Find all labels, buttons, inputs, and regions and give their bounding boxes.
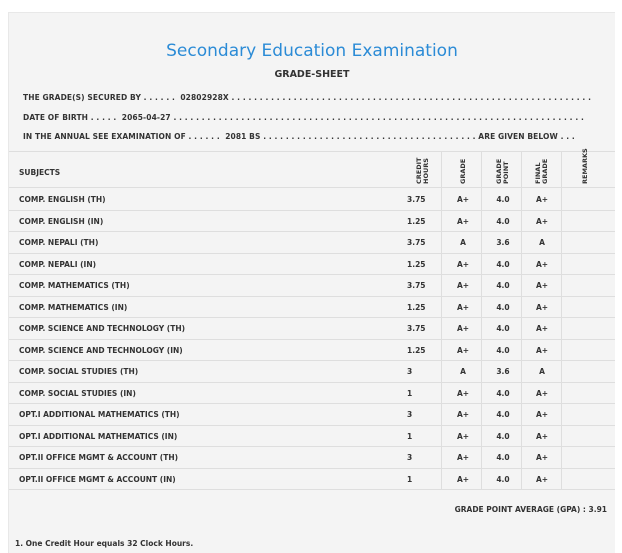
column-rule — [521, 151, 522, 489]
header-subjects: SUBJECTS — [19, 168, 61, 177]
table-top-rule — [9, 151, 615, 152]
header-final-grade: FINAL GRADE — [534, 158, 549, 184]
grade-cell: A+ — [456, 474, 470, 484]
row-rule — [9, 296, 615, 297]
final-grade-cell: A+ — [535, 216, 549, 226]
secured-by-text: THE GRADE(S) SECURED BY . . . . . . 02802928X . . . . . . . . . . . . . . . . . . . . . . . . . . . . . . . . . . . . . . . . . . . . . . . . . . . . . . . . . . . . . . . . — [23, 93, 592, 102]
table-row — [9, 189, 615, 210]
grade-cell: A+ — [456, 453, 470, 462]
exam-line — [23, 132, 575, 141]
header-credit-hours: CREDIT HOURS — [415, 157, 430, 184]
final-grade-cell: A — [539, 238, 545, 247]
grade-point-cell: 4.0 — [496, 195, 510, 204]
subject-cell: COMP. SCIENCE AND TECHNOLOGY (TH) — [19, 324, 186, 333]
page-title: Secondary Education Examination — [166, 41, 458, 61]
header-grade: GRADE — [459, 158, 467, 184]
final-grade-cell: A+ — [535, 388, 549, 398]
grade-cell: A+ — [456, 216, 470, 226]
row-rule — [9, 339, 615, 340]
header-remarks: REMARKS — [581, 148, 589, 184]
header-bottom-rule — [9, 187, 615, 188]
column-rule — [561, 151, 562, 489]
subject-cell: OPT.II OFFICE MGMT & ACCOUNT (IN) — [19, 474, 176, 484]
grade-point-cell: 4.0 — [496, 431, 510, 441]
grade-point-cell: 4.0 — [496, 345, 510, 355]
subject-cell: OPT.II OFFICE MGMT & ACCOUNT (TH) — [19, 453, 179, 462]
grade-cell: A — [460, 238, 466, 247]
credit-cell: 1 — [407, 474, 413, 484]
grade-point-cell: 4.0 — [496, 388, 510, 398]
credit-cell: 3.75 — [407, 324, 426, 333]
subject-cell: COMP. SOCIAL STUDIES (TH) — [19, 367, 139, 376]
footnote: 1. One Credit Hour equals 32 Clock Hours. — [15, 539, 194, 548]
table-row — [9, 232, 615, 253]
row-rule — [9, 253, 615, 254]
subject-cell: COMP. SOCIAL STUDIES (IN) — [19, 388, 136, 398]
row-rule — [9, 317, 615, 318]
table-row — [9, 404, 615, 425]
grade-point-cell: 4.0 — [496, 410, 510, 419]
final-grade-cell: A+ — [535, 431, 549, 441]
row-rule — [9, 360, 615, 361]
final-grade-cell: A+ — [535, 281, 549, 290]
subject-cell: COMP. ENGLISH (IN) — [19, 216, 104, 226]
table-row — [9, 340, 615, 361]
table-row — [9, 275, 615, 296]
subject-cell: OPT.I ADDITIONAL MATHEMATICS (TH) — [19, 410, 180, 419]
credit-cell: 3 — [407, 367, 413, 376]
dob-line — [23, 113, 584, 122]
final-grade-cell: A+ — [535, 302, 549, 312]
grade-point-cell: 4.0 — [496, 281, 510, 290]
credit-cell: 3 — [407, 410, 413, 419]
credit-cell: 1.25 — [407, 259, 426, 269]
credit-cell: 1.25 — [407, 302, 426, 312]
grade-point-cell: 4.0 — [496, 259, 510, 269]
final-grade-cell: A+ — [535, 324, 549, 333]
dob-text: DATE OF BIRTH . . . . . 2065-04-27 . . . . . . . . . . . . . . . . . . . . . . . . . . . . . . . . . . . . . . . . . . . . . . . . . . . . . . . . . . . . . . . . . . . . . . . . . — [23, 113, 584, 122]
grade-cell: A+ — [456, 281, 470, 290]
row-rule — [9, 489, 615, 490]
grade-point-cell: 4.0 — [496, 474, 510, 484]
grade-cell: A+ — [456, 195, 470, 204]
row-rule — [9, 446, 615, 447]
credit-cell: 3 — [407, 453, 413, 462]
table-row — [9, 361, 615, 382]
final-grade-cell: A — [539, 367, 545, 376]
row-rule — [9, 382, 615, 383]
sheet-subtitle: GRADE-SHEET — [274, 69, 350, 80]
subject-cell: COMP. ENGLISH (TH) — [19, 195, 106, 204]
credit-cell: 1 — [407, 431, 413, 441]
table-row — [9, 447, 615, 468]
table-row — [9, 469, 615, 490]
table-row — [9, 211, 615, 232]
gpa-summary: GRADE POINT AVERAGE (GPA) : 3.91 — [454, 505, 607, 514]
grade-point-cell: 4.0 — [496, 302, 510, 312]
final-grade-cell: A+ — [535, 345, 549, 355]
grade-sheet — [8, 12, 615, 553]
subject-cell: COMP. NEPALI (TH) — [19, 238, 99, 247]
credit-cell: 1.25 — [407, 216, 426, 226]
column-rule — [441, 151, 442, 489]
grade-cell: A+ — [456, 302, 470, 312]
grade-cell: A+ — [456, 345, 470, 355]
final-grade-cell: A+ — [535, 195, 549, 204]
subject-cell: COMP. SCIENCE AND TECHNOLOGY (IN) — [19, 345, 183, 355]
row-rule — [9, 231, 615, 232]
grade-point-cell: 3.6 — [496, 238, 510, 247]
grade-point-cell: 4.0 — [496, 324, 510, 333]
grade-cell: A — [460, 367, 466, 376]
credit-cell: 3.75 — [407, 238, 426, 247]
row-rule — [9, 403, 615, 404]
grade-point-cell: 4.0 — [496, 216, 510, 226]
secured-by-line — [23, 93, 591, 102]
header-grade-point: GRADE POINT — [495, 158, 510, 184]
final-grade-cell: A+ — [535, 410, 549, 419]
grade-point-cell: 4.0 — [496, 453, 510, 462]
credit-cell: 3.75 — [407, 281, 426, 290]
table-row — [9, 297, 615, 318]
subject-cell: OPT.I ADDITIONAL MATHEMATICS (IN) — [19, 431, 178, 441]
grade-cell: A+ — [456, 259, 470, 269]
row-rule — [9, 425, 615, 426]
table-row — [9, 383, 615, 404]
exam-text: IN THE ANNUAL SEE EXAMINATION OF . . . . . . 2081 BS . . . . . . . . . . . . . . . . . . . . . . . . . . . . . . . . . . . . . . ARE GIVEN BELOW . . . — [23, 132, 575, 141]
grade-cell: A+ — [456, 324, 470, 333]
grade-cell: A+ — [456, 410, 470, 419]
row-rule — [9, 274, 615, 275]
table-row — [9, 254, 615, 275]
grade-cell: A+ — [456, 388, 470, 398]
subject-cell: COMP. MATHEMATICS (IN) — [19, 302, 128, 312]
final-grade-cell: A+ — [535, 453, 549, 462]
credit-cell: 1 — [407, 388, 413, 398]
final-grade-cell: A+ — [535, 474, 549, 484]
final-grade-cell: A+ — [535, 259, 549, 269]
table-row — [9, 426, 615, 447]
credit-cell: 3.75 — [407, 195, 426, 204]
row-rule — [9, 468, 615, 469]
row-rule — [9, 210, 615, 211]
credit-cell: 1.25 — [407, 345, 426, 355]
subject-cell: COMP. MATHEMATICS (TH) — [19, 281, 130, 290]
grade-point-cell: 3.6 — [496, 367, 510, 376]
subject-cell: COMP. NEPALI (IN) — [19, 259, 97, 269]
grade-cell: A+ — [456, 431, 470, 441]
column-rule — [481, 151, 482, 489]
table-row — [9, 318, 615, 339]
